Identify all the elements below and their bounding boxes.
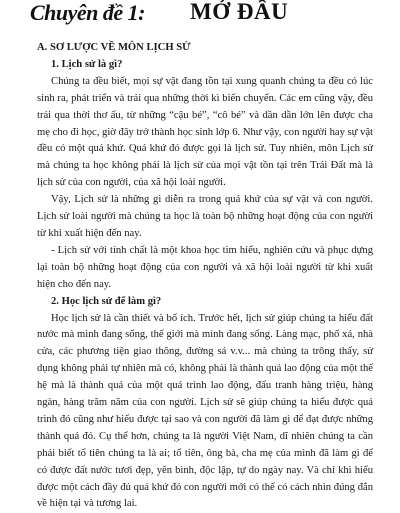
chapter-title: MỞ ĐẦU	[190, 0, 288, 25]
section-heading: A. SƠ LƯỢC VỀ MÔN LỊCH SỬ	[37, 40, 373, 57]
document-body	[37, 40, 373, 513]
paragraph-3: - Lịch sử với tính chất là một khoa học tìm hiểu, nghiên cứu và phục dựng lại toàn bộ những hoạt động của con người và xã hội loài người từ khi xuất hiện cho đến nay.	[37, 243, 373, 294]
chapter-label: Chuyên đề 1:	[30, 0, 145, 26]
paragraph-1: Chúng ta đều biết, mọi sự vật đang tồn tại xung quanh chúng ta đều có lúc sinh ra, phát triển và trải qua những thời kì biến chuyển. Các em cũng vậy, đều trải qua thời thơ ấu, từ những “cậu bé”, “cô bé” và dần dần lớn lên được cha mẹ cho đi học, giờ đây trở thành học sinh lớp 6. Như vậy, con người hay sự vật đều có một quá khứ. Quá khứ đó được gọi là lịch sử. Tuy nhiên, môn Lịch sử mà chúng ta học không phải là lịch sử của mọi vật tồn tại trên Trái Đất mà là lịch sử của con người, của xã hội loài người.	[37, 74, 373, 192]
question-heading-1: 1. Lịch sử là gì?	[37, 57, 373, 74]
chapter-header	[0, 2, 400, 36]
question-heading-2: 2. Học lịch sử để làm gì?	[37, 294, 373, 311]
paragraph-2: Vậy, Lịch sử là những gì diễn ra trong quá khứ của sự vật và con người. Lịch sử loài người mà chúng ta học là toàn bộ những hoạt động của con người từ khi xuất hiện đến nay.	[37, 192, 373, 243]
paragraph-4: Học lịch sử là cần thiết và bổ ích. Trước hết, lịch sử giúp chúng ta hiểu đất nước mà mình đang sống, thế giới mà mình đang sống. Làng mạc, phố xá, nhà cửa, các phương tiện giao thông, đường sá v.v... mà chúng ta trông thấy, sử dụng không phải tự nhiên mà có, không phải là thành quả lao động của một thế hệ mà là thành quả của một quá trình lao động, đấu tranh hàng triệu, hàng ngàn, hàng trăm năm của con người. Lịch sử sẽ giúp chúng ta hiểu được quá trình đó cũng như hiểu được tại sao và con người đã làm gì để đạt được những thành quả đó. Cụ thể hơn, chúng ta là người Việt Nam, dĩ nhiên chúng ta cần phải biết tổ tiên chúng ta là ai; tổ tiên, ông bà, cha mẹ của mình đã làm gì để có được đất nước tươi đẹp, yên bình, độc lập, tự do ngày nay. Và chỉ khi hiểu được một cách đầy đủ quá khứ đó con người mới có thể có cách nhìn đúng đắn về hiện tại và tương lai.	[37, 311, 373, 513]
